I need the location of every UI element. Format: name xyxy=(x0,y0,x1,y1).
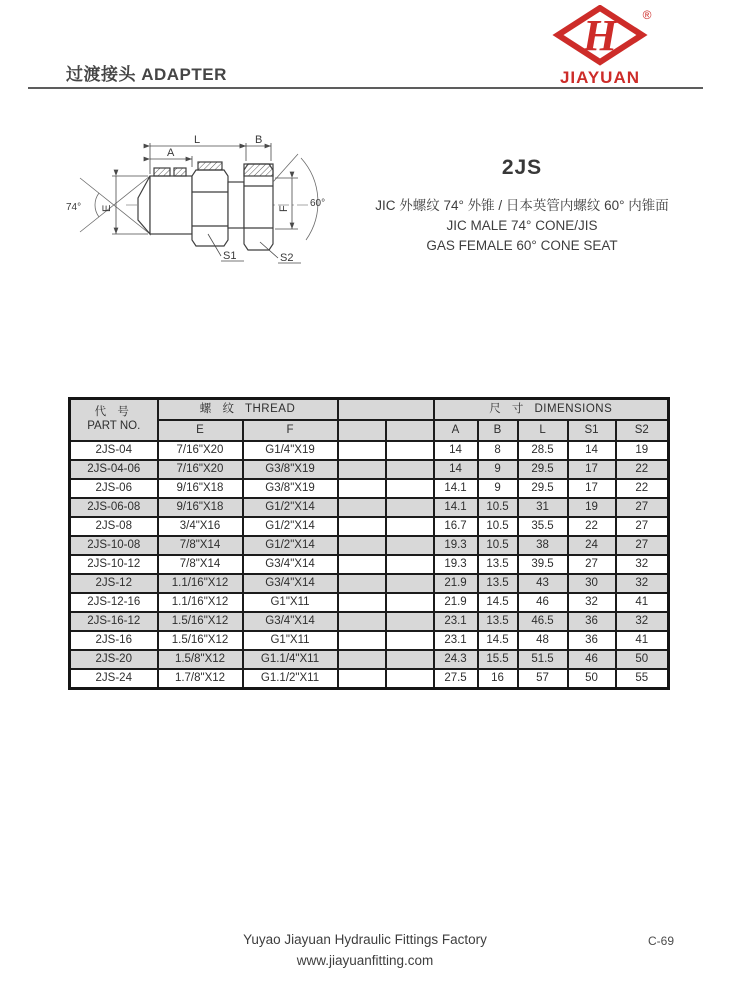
cell-a: 27.5 xyxy=(434,669,478,689)
cell-blank2 xyxy=(386,536,434,555)
cell-part: 2JS-16-12 xyxy=(70,612,158,631)
cell-l: 46.5 xyxy=(518,612,568,631)
cell-b: 14.5 xyxy=(478,631,518,650)
cell-a: 14.1 xyxy=(434,498,478,517)
cell-b: 16 xyxy=(478,669,518,689)
cell-l: 28.5 xyxy=(518,441,568,460)
cell-e: 7/8"X14 xyxy=(158,555,243,574)
cell-s1: 36 xyxy=(568,631,616,650)
page-title: 过渡接头 ADAPTER xyxy=(66,65,227,84)
cell-a: 23.1 xyxy=(434,631,478,650)
cell-l: 51.5 xyxy=(518,650,568,669)
cell-e: 7/16"X20 xyxy=(158,441,243,460)
cell-s1: 36 xyxy=(568,612,616,631)
cell-s2: 41 xyxy=(616,593,669,612)
cell-a: 14 xyxy=(434,460,478,479)
technical-drawing xyxy=(58,134,344,280)
cell-part: 2JS-10-08 xyxy=(70,536,158,555)
footer-website: www.jiayuanfitting.com xyxy=(296,953,434,968)
col-header-part-zh: 代 号 xyxy=(94,406,133,419)
col-header-b: B xyxy=(478,420,518,441)
footer-company: Yuyao Jiayuan Hydraulic Fittings Factory xyxy=(243,932,487,947)
cell-e: 1.7/8"X12 xyxy=(158,669,243,689)
jic-cone-nose xyxy=(138,176,150,234)
cell-b: 9 xyxy=(478,479,518,498)
cell-s1: 17 xyxy=(568,479,616,498)
table-row xyxy=(70,612,669,631)
cell-part: 2JS-08 xyxy=(70,517,158,536)
cell-a: 21.9 xyxy=(434,593,478,612)
cell-blank2 xyxy=(386,631,434,650)
cell-s2: 27 xyxy=(616,536,669,555)
col-header-thread-en: THREAD xyxy=(244,402,296,415)
cell-a: 19.3 xyxy=(434,555,478,574)
cell-e: 1.5/16"X12 xyxy=(158,631,243,650)
cell-b: 8 xyxy=(478,441,518,460)
col-header-dimensions xyxy=(434,399,669,421)
col-header-s1: S1 xyxy=(568,420,616,441)
description-zh: JIC 外螺纹 74° 外锥 / 日本英管内螺纹 60° 内锥面 xyxy=(375,198,669,213)
dim-label-S1: S1 xyxy=(223,250,237,262)
cell-e: 1.5/16"X12 xyxy=(158,612,243,631)
cell-s1: 32 xyxy=(568,593,616,612)
cell-b: 14.5 xyxy=(478,593,518,612)
cell-a: 14 xyxy=(434,441,478,460)
dim-label-A: A xyxy=(167,147,175,159)
table-body xyxy=(70,441,669,689)
cell-e: 1.1/16"X12 xyxy=(158,593,243,612)
thread-section-hatch xyxy=(154,168,170,176)
cell-f: G1.1/2"X11 xyxy=(243,669,338,689)
col-header-blank-1 xyxy=(338,420,386,441)
cell-l: 39.5 xyxy=(518,555,568,574)
cell-blank1 xyxy=(338,650,386,669)
cell-blank2 xyxy=(386,612,434,631)
table-row xyxy=(70,650,669,669)
dim-label-L: L xyxy=(194,134,201,146)
table-row xyxy=(70,498,669,517)
cell-l: 29.5 xyxy=(518,460,568,479)
cell-blank1 xyxy=(338,479,386,498)
logo-monogram: H xyxy=(582,11,618,60)
table-row xyxy=(70,517,669,536)
cell-blank2 xyxy=(386,669,434,689)
cell-s2: 32 xyxy=(616,574,669,593)
table-row xyxy=(70,441,669,460)
cell-f: G1/2"X14 xyxy=(243,498,338,517)
cell-s1: 14 xyxy=(568,441,616,460)
col-header-s2: S2 xyxy=(616,420,669,441)
female-thread-hatch xyxy=(244,164,273,176)
cell-f: G3/8"X19 xyxy=(243,460,338,479)
registered-mark-icon: ® xyxy=(642,8,652,22)
description-en-2: GAS FEMALE 60° CONE SEAT xyxy=(426,238,618,253)
cell-blank1 xyxy=(338,574,386,593)
table-row xyxy=(70,593,669,612)
cell-s2: 32 xyxy=(616,555,669,574)
male-thread-body xyxy=(150,176,192,234)
cell-blank2 xyxy=(386,498,434,517)
cell-f: G1/4"X19 xyxy=(243,441,338,460)
cell-blank1 xyxy=(338,498,386,517)
cell-blank2 xyxy=(386,441,434,460)
product-description xyxy=(336,156,708,256)
cell-b: 13.5 xyxy=(478,612,518,631)
cell-a: 16.7 xyxy=(434,517,478,536)
collar xyxy=(228,182,244,228)
dim-label-S2: S2 xyxy=(280,252,294,264)
cell-a: 19.3 xyxy=(434,536,478,555)
cell-a: 23.1 xyxy=(434,612,478,631)
cell-b: 10.5 xyxy=(478,536,518,555)
cell-part: 2JS-12 xyxy=(70,574,158,593)
cell-e: 1.1/16"X12 xyxy=(158,574,243,593)
table-row xyxy=(70,479,669,498)
cell-blank1 xyxy=(338,669,386,689)
cell-l: 43 xyxy=(518,574,568,593)
cell-blank1 xyxy=(338,536,386,555)
cell-e: 1.5/8"X12 xyxy=(158,650,243,669)
cell-f: G3/4"X14 xyxy=(243,555,338,574)
dim-label-E: E xyxy=(101,204,113,212)
cell-f: G3/4"X14 xyxy=(243,574,338,593)
col-header-part-en: PART NO. xyxy=(87,420,141,432)
cell-l: 31 xyxy=(518,498,568,517)
table-row xyxy=(70,631,669,650)
cell-blank1 xyxy=(338,631,386,650)
cell-l: 38 xyxy=(518,536,568,555)
table-row xyxy=(70,536,669,555)
cell-f: G1"X11 xyxy=(243,593,338,612)
fitting-body xyxy=(138,162,273,250)
table-row xyxy=(70,574,669,593)
cell-e: 9/16"X18 xyxy=(158,479,243,498)
cell-f: G1/2"X14 xyxy=(243,536,338,555)
cell-part: 2JS-20 xyxy=(70,650,158,669)
cell-f: G3/8"X19 xyxy=(243,479,338,498)
spec-table xyxy=(68,397,670,690)
cell-blank2 xyxy=(386,593,434,612)
cell-e: 7/16"X20 xyxy=(158,460,243,479)
description-en-1: JIC MALE 74° CONE/JIS xyxy=(446,218,598,233)
cell-s2: 55 xyxy=(616,669,669,689)
cell-s1: 24 xyxy=(568,536,616,555)
cell-blank2 xyxy=(386,479,434,498)
cell-s2: 27 xyxy=(616,517,669,536)
col-header-thread xyxy=(158,399,338,421)
angle-label-74: 74° xyxy=(66,202,82,213)
cell-a: 21.9 xyxy=(434,574,478,593)
cell-part: 2JS-10-12 xyxy=(70,555,158,574)
cell-b: 10.5 xyxy=(478,498,518,517)
col-header-blank xyxy=(338,399,434,421)
cell-l: 57 xyxy=(518,669,568,689)
cell-l: 46 xyxy=(518,593,568,612)
cell-blank1 xyxy=(338,517,386,536)
cell-part: 2JS-06-08 xyxy=(70,498,158,517)
table-header-row-2 xyxy=(70,420,669,441)
cell-s2: 50 xyxy=(616,650,669,669)
cell-blank1 xyxy=(338,441,386,460)
product-model: 2JS xyxy=(501,156,543,179)
cell-f: G3/4"X14 xyxy=(243,612,338,631)
jiayuan-diamond-h-icon xyxy=(548,5,658,89)
cell-s2: 19 xyxy=(616,441,669,460)
cell-part: 2JS-24 xyxy=(70,669,158,689)
seat-angle-lines xyxy=(273,154,318,240)
angle-label-60: 60° xyxy=(310,198,326,209)
table-row xyxy=(70,460,669,479)
cell-b: 15.5 xyxy=(478,650,518,669)
cell-f: G1.1/4"X11 xyxy=(243,650,338,669)
cell-e: 3/4"X16 xyxy=(158,517,243,536)
cell-s2: 41 xyxy=(616,631,669,650)
cell-e: 7/8"X14 xyxy=(158,536,243,555)
cell-s1: 30 xyxy=(568,574,616,593)
dim-label-B: B xyxy=(255,134,263,146)
cell-s1: 19 xyxy=(568,498,616,517)
cell-blank2 xyxy=(386,460,434,479)
cell-f: G1/2"X14 xyxy=(243,517,338,536)
cell-l: 35.5 xyxy=(518,517,568,536)
cell-s1: 46 xyxy=(568,650,616,669)
cell-s1: 27 xyxy=(568,555,616,574)
cell-blank1 xyxy=(338,460,386,479)
cell-s1: 17 xyxy=(568,460,616,479)
cell-a: 24.3 xyxy=(434,650,478,669)
jiayuan-logo xyxy=(548,5,658,89)
footer-page-number: C-69 xyxy=(648,934,675,948)
cell-blank1 xyxy=(338,612,386,631)
cell-part: 2JS-12-16 xyxy=(70,593,158,612)
cell-b: 9 xyxy=(478,460,518,479)
cell-s2: 27 xyxy=(616,498,669,517)
logo-brand-text: JIAYUAN xyxy=(559,68,641,87)
cell-b: 13.5 xyxy=(478,574,518,593)
col-header-thread-zh: 螺 纹 xyxy=(199,402,238,415)
cell-b: 10.5 xyxy=(478,517,518,536)
cell-s2: 22 xyxy=(616,460,669,479)
cell-l: 48 xyxy=(518,631,568,650)
cell-f: G1"X11 xyxy=(243,631,338,650)
col-header-a: A xyxy=(434,420,478,441)
cell-e: 9/16"X18 xyxy=(158,498,243,517)
cell-b: 13.5 xyxy=(478,555,518,574)
col-header-l: L xyxy=(518,420,568,441)
table-row xyxy=(70,555,669,574)
cell-part: 2JS-06 xyxy=(70,479,158,498)
cell-blank2 xyxy=(386,574,434,593)
col-header-part-no xyxy=(70,399,158,442)
table-header-row-1 xyxy=(70,399,669,421)
cell-s2: 32 xyxy=(616,612,669,631)
cell-blank1 xyxy=(338,593,386,612)
cell-part: 2JS-16 xyxy=(70,631,158,650)
cell-a: 14.1 xyxy=(434,479,478,498)
cell-l: 29.5 xyxy=(518,479,568,498)
col-header-dims-zh: 尺 寸 xyxy=(489,402,528,415)
cell-blank2 xyxy=(386,650,434,669)
cell-s1: 50 xyxy=(568,669,616,689)
dim-label-F: F xyxy=(278,205,290,212)
cell-s1: 22 xyxy=(568,517,616,536)
swivel-nut-s2 xyxy=(244,164,273,250)
cell-part: 2JS-04-06 xyxy=(70,460,158,479)
nut-hatch xyxy=(198,162,222,170)
thread-section-hatch xyxy=(174,168,186,176)
cell-blank2 xyxy=(386,555,434,574)
hex-nut-s1 xyxy=(192,170,228,246)
col-header-blank-2 xyxy=(386,420,434,441)
cell-part: 2JS-04 xyxy=(70,441,158,460)
col-header-dims-en: DIMENSIONS xyxy=(534,402,613,415)
col-header-e: E xyxy=(158,420,243,441)
cell-blank2 xyxy=(386,517,434,536)
cell-blank1 xyxy=(338,555,386,574)
cell-s2: 22 xyxy=(616,479,669,498)
col-header-f: F xyxy=(243,420,338,441)
table-row xyxy=(70,669,669,689)
